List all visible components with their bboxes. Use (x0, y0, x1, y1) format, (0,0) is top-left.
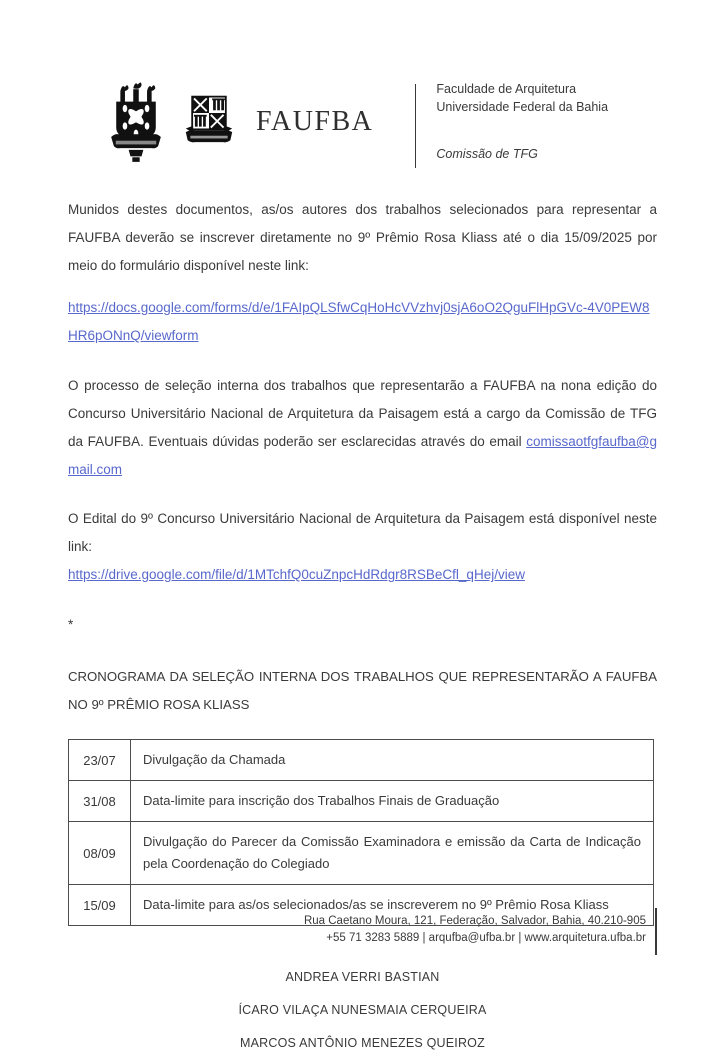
form-link-line (68, 294, 657, 350)
schedule-date: 15/09 (69, 885, 131, 926)
edital-drive-link[interactable]: https://drive.google.com/file/d/1MTchfQ0cuZnpcHdRdgr8RSBeCfl_qHej/view (68, 567, 525, 582)
letterhead (108, 0, 657, 172)
table-row (69, 781, 654, 822)
faufba-wordmark: FAUFBA (256, 106, 374, 137)
schedule-date: 23/07 (69, 740, 131, 781)
footer-divider (655, 908, 657, 955)
ufba-coat-of-arms-icon (108, 80, 164, 172)
org-line1: Faculdade de Arquitetura (436, 82, 577, 96)
letterfoot (304, 908, 657, 955)
schedule-date: 31/08 (69, 781, 131, 822)
paragraph-selection-process (68, 372, 657, 484)
paragraph-inscription: Munidos destes documentos, as/os autores dos trabalhos selecionados para representar a FAUFBA deverão se inscrever diretamente no 9º Prêmio Rosa Kliass até o dia 15/09/2025 por meio do formulário disponível neste link: (68, 202, 657, 273)
committee-label: Comissão de TFG (436, 147, 538, 161)
table-row (69, 740, 654, 781)
footer-contact: +55 71 3283 5889 | arqufba@ufba.br | www.arquitetura.ufba.br (326, 932, 646, 944)
committee-email-link[interactable]: comissaotfgfaufba@gmail.com (68, 434, 657, 477)
schedule-date: 08/09 (69, 822, 131, 885)
header-divider (415, 84, 416, 168)
paragraph-edital: O Edital do 9º Concurso Universitário Nacional de Arquitetura da Paisagem está disponível neste link: (68, 511, 657, 554)
paragraph-selection-text: O processo de seleção interna dos trabalhos que representarão a FAUFBA na nona edição do Concurso Universitário Nacional de Arquitetura da Paisagem está a cargo da Comissão de TFG da FAUFBA. Eventuais dúvidas poderão ser esclarecidas através do email (68, 378, 657, 449)
footer-text (304, 908, 646, 947)
google-form-link[interactable]: https://docs.google.com/forms/d/e/1FAIpQLSfwCqHoHcVVzhvj0sjA6oO2QguFlHpGVc-4V0PEW8HR6pONnQ/viewform (68, 300, 650, 343)
signatory-name: ÍCARO VILAÇA NUNESMAIA CERQUEIRA (238, 1003, 487, 1017)
signatory-name: ANDREA VERRI BASTIAN (285, 970, 440, 984)
schedule-event: Data-limite para inscrição dos Trabalhos Finais de Graduação (131, 781, 654, 822)
org-line2: Universidade Federal da Bahia (436, 100, 609, 114)
table-row (69, 822, 654, 885)
faufba-arms-icon (184, 93, 234, 163)
schedule-heading: CRONOGRAMA DA SELEÇÃO INTERNA DOS TRABALHOS QUE REPRESENTARÃO A FAUFBA NO 9º PRÊMIO ROSA KLIASS (68, 669, 657, 712)
footer-address: Rua Caetano Moura, 121, Federação, Salvador, Bahia, 40.210-905 (303, 915, 646, 927)
footnote-asterisk: * (68, 617, 74, 632)
edital-link-line (68, 561, 657, 589)
schedule-event: Data-limite para as/os selecionados/as se inscreverem no 9º Prêmio Rosa Kliass (131, 885, 654, 926)
schedule-event: Divulgação do Parecer da Comissão Examinadora e emissão da Carta de Indicação pela Coordenação do Colegiado (131, 822, 654, 885)
org-block (436, 80, 608, 163)
schedule-event: Divulgação da Chamada (131, 740, 654, 781)
schedule-table (68, 739, 654, 926)
signatories (68, 970, 657, 1050)
signatory-name: MARCOS ANTÔNIO MENEZES QUEIROZ (240, 1036, 485, 1050)
